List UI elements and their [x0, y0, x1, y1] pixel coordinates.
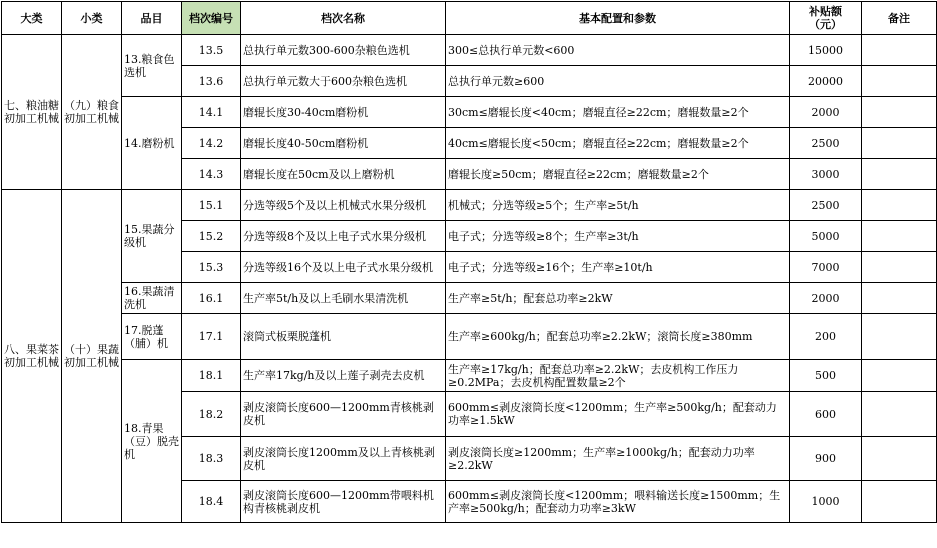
tier-subsidy: 200: [790, 314, 862, 360]
tier-name: 剥皮滚筒长度1200mm及以上青核桃剥皮机: [241, 437, 446, 481]
tier-subsidy: 2000: [790, 97, 862, 128]
table-row: [2, 283, 937, 314]
tier-subsidy: 500: [790, 360, 862, 392]
header-major-category: 大类: [2, 2, 62, 35]
subsidy-table: [1, 1, 937, 523]
tier-config: 300≤总执行单元数<600: [446, 35, 790, 66]
tier-name: 生产率17kg/h及以上莲子剥壳去皮机: [241, 360, 446, 392]
tier-subsidy: 3000: [790, 159, 862, 190]
tier-name: 磨辊长度在50cm及以上磨粉机: [241, 159, 446, 190]
tier-note: [862, 66, 937, 97]
tier-subsidy: 1000: [790, 481, 862, 523]
tier-code: 15.2: [182, 221, 241, 252]
tier-name: 总执行单元数300-600杂粮色选机: [241, 35, 446, 66]
item-cell: 14.磨粉机: [122, 97, 182, 190]
tier-name: 分选等级8个及以上电子式水果分级机: [241, 221, 446, 252]
tier-note: [862, 283, 937, 314]
tier-note: [862, 128, 937, 159]
tier-note: [862, 481, 937, 523]
subcategory-cell: （十）果蔬初加工机械: [62, 190, 122, 523]
item-cell: 18.青果（豆）脱壳机: [122, 360, 182, 523]
tier-note: [862, 97, 937, 128]
table-row: [2, 35, 937, 66]
header-tier-code: 档次编号: [182, 2, 241, 35]
tier-note: [862, 252, 937, 283]
tier-code: 18.1: [182, 360, 241, 392]
tier-subsidy: 15000: [790, 35, 862, 66]
tier-config: 电子式；分选等级≥8个；生产率≥3t/h: [446, 221, 790, 252]
category-cell: 八、果菜茶初加工机械: [2, 190, 62, 523]
tier-subsidy: 2500: [790, 190, 862, 221]
header-item: 品目: [122, 2, 182, 35]
tier-subsidy: 2000: [790, 283, 862, 314]
tier-note: [862, 392, 937, 437]
tier-config: 30cm≤磨辊长度<40cm；磨辊直径≥22cm；磨辊数量≥2个: [446, 97, 790, 128]
tier-config: 机械式；分选等级≥5个；生产率≥5t/h: [446, 190, 790, 221]
tier-note: [862, 437, 937, 481]
tier-code: 18.2: [182, 392, 241, 437]
table-row: [2, 360, 937, 392]
tier-code: 14.2: [182, 128, 241, 159]
tier-code: 13.6: [182, 66, 241, 97]
tier-name: 磨辊长度30-40cm磨粉机: [241, 97, 446, 128]
table-row: [2, 190, 937, 221]
tier-code: 16.1: [182, 283, 241, 314]
tier-config: 生产率≥5t/h；配套总功率≥2kW: [446, 283, 790, 314]
tier-subsidy: 900: [790, 437, 862, 481]
item-cell: 16.果蔬清洗机: [122, 283, 182, 314]
tier-config: 电子式；分选等级≥16个；生产率≥10t/h: [446, 252, 790, 283]
tier-name: 剥皮滚筒长度600—1200mm青核桃剥皮机: [241, 392, 446, 437]
tier-code: 18.4: [182, 481, 241, 523]
tier-config: 40cm≤磨辊长度<50cm；磨辊直径≥22cm；磨辊数量≥2个: [446, 128, 790, 159]
tier-config: 剥皮滚筒长度≥1200mm；生产率≥1000kg/h；配套动力功率≥2.2kW: [446, 437, 790, 481]
tier-subsidy: 5000: [790, 221, 862, 252]
tier-subsidy: 2500: [790, 128, 862, 159]
tier-code: 17.1: [182, 314, 241, 360]
tier-subsidy: 7000: [790, 252, 862, 283]
tier-config: 600mm≤剥皮滚筒长度<1200mm；生产率≥500kg/h；配套动力功率≥1.5kW: [446, 392, 790, 437]
tier-name: 剥皮滚筒长度600—1200mm带喂料机构青核桃剥皮机: [241, 481, 446, 523]
table-row: [2, 314, 937, 360]
header-subsidy-line1: 补贴额: [809, 5, 842, 18]
tier-name: 总执行单元数大于600杂粮色选机: [241, 66, 446, 97]
tier-code: 14.1: [182, 97, 241, 128]
tier-code: 15.1: [182, 190, 241, 221]
subcategory-cell: （九）粮食初加工机械: [62, 35, 122, 190]
tier-config: 总执行单元数≥600: [446, 66, 790, 97]
tier-note: [862, 360, 937, 392]
tier-code: 14.3: [182, 159, 241, 190]
tier-name: 分选等级16个及以上电子式水果分级机: [241, 252, 446, 283]
tier-name: 滚筒式板栗脱蓬机: [241, 314, 446, 360]
tier-subsidy: 20000: [790, 66, 862, 97]
header-subsidy: [790, 2, 862, 35]
category-cell: 七、粮油糖初加工机械: [2, 35, 62, 190]
header-config: 基本配置和参数: [446, 2, 790, 35]
tier-name: 磨辊长度40-50cm磨粉机: [241, 128, 446, 159]
header-minor-category: 小类: [62, 2, 122, 35]
item-cell: 17.脱蓬（脯）机: [122, 314, 182, 360]
tier-config: 生产率≥600kg/h；配套总功率≥2.2kW；滚筒长度≥380mm: [446, 314, 790, 360]
tier-note: [862, 221, 937, 252]
tier-code: 13.5: [182, 35, 241, 66]
tier-name: 分选等级5个及以上机械式水果分级机: [241, 190, 446, 221]
tier-code: 18.3: [182, 437, 241, 481]
header-row: [2, 2, 937, 35]
header-note: 备注: [862, 2, 937, 35]
item-cell: 15.果蔬分级机: [122, 190, 182, 283]
tier-note: [862, 314, 937, 360]
header-subsidy-line2: （元）: [809, 18, 842, 31]
tier-note: [862, 159, 937, 190]
tier-config: 生产率≥17kg/h；配套总功率≥2.2kW；去皮机构工作压力≥0.2MPa；去皮机构配置数量≥2个: [446, 360, 790, 392]
tier-config: 600mm≤剥皮滚筒长度<1200mm；喂料输送长度≥1500mm；生产率≥500kg/h；配套动力功率≥3kW: [446, 481, 790, 523]
tier-subsidy: 600: [790, 392, 862, 437]
tier-config: 磨辊长度≥50cm；磨辊直径≥22cm；磨辊数量≥2个: [446, 159, 790, 190]
header-tier-name: 档次名称: [241, 2, 446, 35]
item-cell: 13.粮食色选机: [122, 35, 182, 97]
tier-note: [862, 35, 937, 66]
tier-name: 生产率5t/h及以上毛刷水果清洗机: [241, 283, 446, 314]
table-row: [2, 97, 937, 128]
tier-code: 15.3: [182, 252, 241, 283]
tier-note: [862, 190, 937, 221]
